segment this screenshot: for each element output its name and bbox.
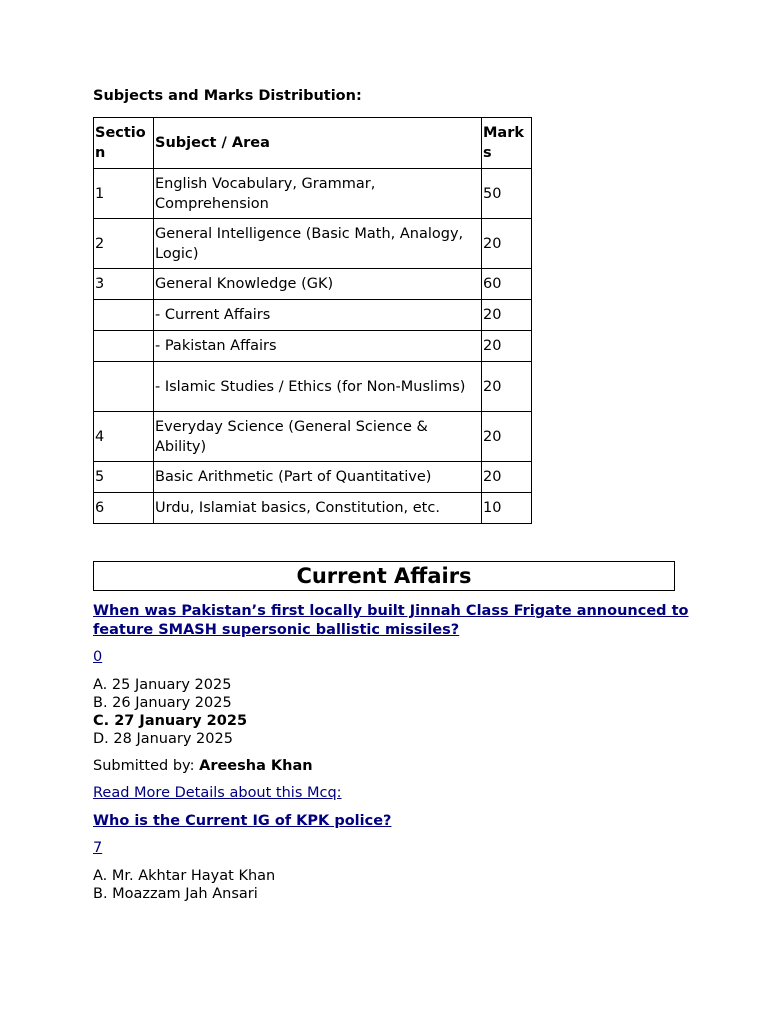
row-marks: 20 — [482, 362, 532, 412]
row-section: 3 — [94, 269, 154, 300]
marks-distribution-table — [93, 117, 532, 524]
mcq-question-link[interactable]: When was Pakistan’s first locally built Jinnah Class Frigate announced to feature SMASH supersonic ballistic missiles? — [93, 603, 689, 638]
option-b: B. 26 January 2025 — [93, 695, 232, 711]
answer-count-link[interactable]: 7 — [93, 840, 103, 856]
table-row — [94, 493, 532, 524]
submitted-by-label: Submitted by: — [93, 758, 195, 774]
header-marks: Marks — [482, 118, 532, 169]
option-a: A. Mr. Akhtar Hayat Khan — [93, 868, 276, 884]
table-row — [94, 412, 532, 462]
option-b: B. Moazzam Jah Ansari — [93, 886, 258, 902]
table-row — [94, 169, 532, 219]
answer-count-link[interactable]: 0 — [93, 649, 103, 665]
row-subject: - Islamic Studies / Ethics (for Non-Muslims) — [154, 362, 482, 412]
submitter-name: Areesha Khan — [199, 758, 313, 774]
read-more-link[interactable]: Read More Details about this Mcq: — [93, 785, 342, 801]
mcq-options — [93, 676, 693, 748]
row-section — [94, 331, 154, 362]
mcq-item — [93, 812, 693, 831]
mcq-question-link[interactable]: Who is the Current IG of KPK police? — [93, 813, 392, 829]
row-subject: English Vocabulary, Grammar, Comprehension — [154, 169, 482, 219]
row-subject: - Current Affairs — [154, 300, 482, 331]
row-marks: 20 — [482, 300, 532, 331]
mcq-count-row — [93, 648, 693, 666]
header-subject: Subject / Area — [154, 118, 482, 169]
row-marks: 20 — [482, 412, 532, 462]
row-marks: 50 — [482, 169, 532, 219]
row-subject: Everyday Science (General Science & Ability) — [154, 412, 482, 462]
mcq-count-row — [93, 839, 693, 857]
row-section — [94, 362, 154, 412]
row-marks: 20 — [482, 331, 532, 362]
table-row — [94, 331, 532, 362]
row-marks: 10 — [482, 493, 532, 524]
mcq-options — [93, 867, 693, 903]
row-subject: Basic Arithmetic (Part of Quantitative) — [154, 462, 482, 493]
header-section: Section — [94, 118, 154, 169]
row-section: 1 — [94, 169, 154, 219]
section-heading: Subjects and Marks Distribution: — [93, 88, 362, 104]
row-section: 2 — [94, 219, 154, 269]
table-row — [94, 362, 532, 412]
submitted-by-row — [93, 757, 693, 775]
row-marks: 20 — [482, 462, 532, 493]
table-row — [94, 300, 532, 331]
row-marks: 60 — [482, 269, 532, 300]
current-affairs-title: Current Affairs — [93, 561, 675, 591]
option-c-correct: C. 27 January 2025 — [93, 713, 248, 729]
row-subject: Urdu, Islamiat basics, Constitution, etc. — [154, 493, 482, 524]
table-row — [94, 219, 532, 269]
row-marks: 20 — [482, 219, 532, 269]
row-subject: General Intelligence (Basic Math, Analogy, Logic) — [154, 219, 482, 269]
row-section: 4 — [94, 412, 154, 462]
read-more-row — [93, 784, 693, 802]
table-row — [94, 462, 532, 493]
option-a: A. 25 January 2025 — [93, 677, 232, 693]
row-section: 6 — [94, 493, 154, 524]
row-subject: General Knowledge (GK) — [154, 269, 482, 300]
option-d: D. 28 January 2025 — [93, 731, 233, 747]
row-section: 5 — [94, 462, 154, 493]
row-subject: - Pakistan Affairs — [154, 331, 482, 362]
row-section — [94, 300, 154, 331]
table-row — [94, 269, 532, 300]
mcq-item — [93, 602, 693, 639]
table-header-row — [94, 118, 532, 169]
